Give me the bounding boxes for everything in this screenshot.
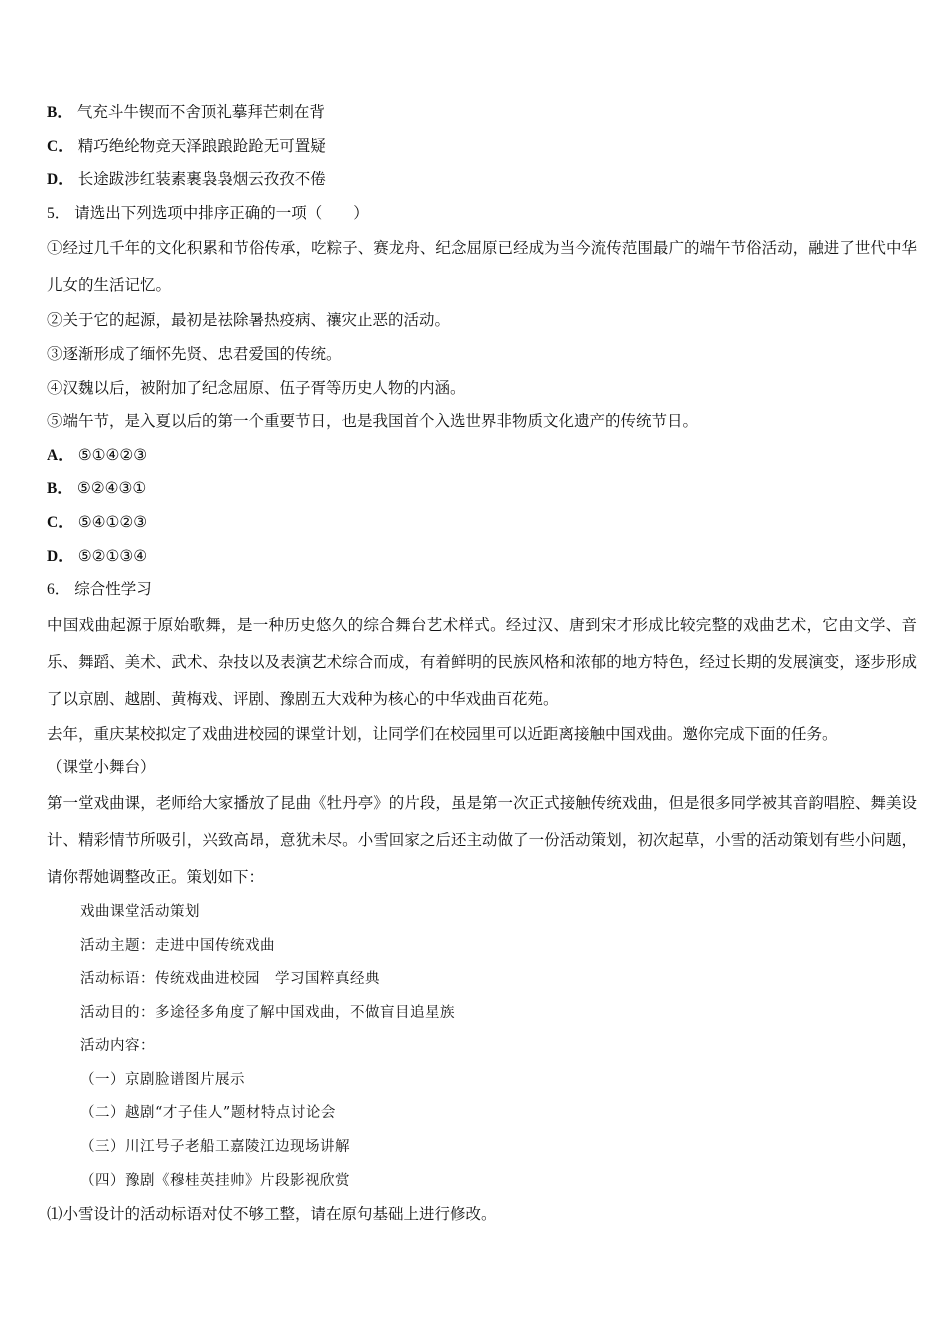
question-6 (47, 573, 917, 1232)
question-number: 6． (47, 581, 71, 599)
q5-option-c[interactable] (47, 506, 917, 540)
question-number: 5． (47, 204, 71, 222)
option-letter: A． (47, 446, 74, 464)
option-text: ⑤②①③④ (77, 546, 148, 565)
activity-plan (47, 896, 917, 1198)
plan-item: （一）京剧脸谱图片展示 (80, 1071, 245, 1088)
option-text: ⑤①④②③ (77, 445, 148, 464)
plan-content-label: 活动内容： (80, 1038, 155, 1055)
q4-option-c[interactable] (47, 130, 917, 164)
q5-option-b[interactable] (47, 472, 917, 506)
plan-item: （二）越剧“才子佳人”题材特点讨论会 (80, 1105, 336, 1122)
q6-subquestion-1: ⑴小雪设计的活动标语对仗不够工整，请在原句基础上进行修改。 (47, 1205, 497, 1224)
question-5 (47, 197, 917, 573)
q4-option-d[interactable] (47, 163, 917, 197)
option-letter: B． (47, 480, 73, 498)
q4-options (47, 96, 917, 197)
option-text: 精巧绝纶物竞天泽踉踉跄跄无可置疑 (77, 136, 326, 155)
q5-sentence-1: ①经过几千年的文化积累和节俗传承，吃粽子、赛龙舟、纪念屈原已经成为当今流传范围最广的端午节俗活动，融进了世代中华儿女的生活记忆。 (47, 239, 917, 295)
q6-story: 第一堂戏曲课，老师给大家播放了昆曲《牡丹亭》的片段，虽是第一次正式接触传统戏曲，但是很多同学被其音韵唱腔、舞美设计、精彩情节所吸引，兴致高昂，意犹未尽。小雪回家之后还主动做了一份活动策划，初次起草，小雪的活动策划有些小问题，请你帮她调整改正。策划如下： (47, 793, 917, 886)
question-stem: 请选出下列选项中排序正确的一项（ ） (74, 203, 369, 222)
q5-option-a[interactable] (47, 439, 917, 473)
q5-option-d[interactable] (47, 540, 917, 574)
q5-sentence-4: ④汉魏以后，被附加了纪念屈原、伍子胥等历史人物的内涵。 (47, 378, 466, 397)
option-letter: C． (47, 513, 74, 531)
option-letter: D． (47, 547, 74, 565)
plan-purpose: 活动目的：多途径多角度了解中国戏曲，不做盲目追星族 (80, 1004, 455, 1021)
option-text: 气充斗牛锲而不舍顶礼摹拜芒刺在背 (76, 103, 325, 121)
plan-title: 戏曲课堂活动策划 (80, 903, 200, 920)
q6-intro: 中国戏曲起源于原始歌舞，是一种历史悠久的综合舞台艺术样式。经过汉、唐到宋才形成比较完整的戏曲艺术，它由文学、音乐、舞蹈、美术、武术、杂技以及表演艺术综合而成，有着鲜明的民族风格和浓郁的地方特色，经过长期的发展演变，逐步形成了以京剧、越剧、黄梅戏、评剧、豫剧五大戏种为核心的中华戏曲百花苑。 (47, 615, 917, 708)
q5-sentence-5: ⑤端午节，是入夏以后的第一个重要节日，也是我国首个入选世界非物质文化遗产的传统节日。 (47, 412, 699, 431)
plan-slogan: 活动标语：传统戏曲进校园 学习国粹真经典 (80, 971, 380, 988)
plan-item: （四）豫剧《穆桂英挂帅》片段影视欣赏 (80, 1172, 350, 1189)
q6-heading (47, 573, 917, 607)
q4-option-b[interactable] (47, 96, 917, 130)
q5-sentence-2: ②关于它的起源，最初是祛除暑热疫病、禳灾止恶的活动。 (47, 311, 451, 330)
option-letter: C． (47, 137, 74, 155)
option-text: 长途跋涉红装素裹袅袅烟云孜孜不倦 (77, 170, 326, 189)
question-title: 综合性学习 (74, 580, 152, 599)
option-text: ⑤②④③① (76, 479, 147, 498)
exam-page (47, 96, 917, 1232)
q6-context: 去年，重庆某校拟定了戏曲进校园的课堂计划，让同学们在校园里可以近距离接触中国戏曲。邀你完成下面的任务。 (47, 724, 838, 743)
plan-item: （三）川江号子老船工嘉陵江边现场讲解 (80, 1139, 350, 1156)
option-letter: D． (47, 171, 74, 189)
plan-theme: 活动主题：走进中国传统戏曲 (80, 937, 275, 954)
q6-section-label: （课堂小舞台） (47, 758, 156, 777)
q5-stem (47, 197, 917, 231)
option-text: ⑤④①②③ (77, 512, 148, 531)
q5-sentence-3: ③逐渐形成了缅怀先贤、忠君爱国的传统。 (47, 344, 342, 363)
option-letter: B． (47, 104, 73, 121)
